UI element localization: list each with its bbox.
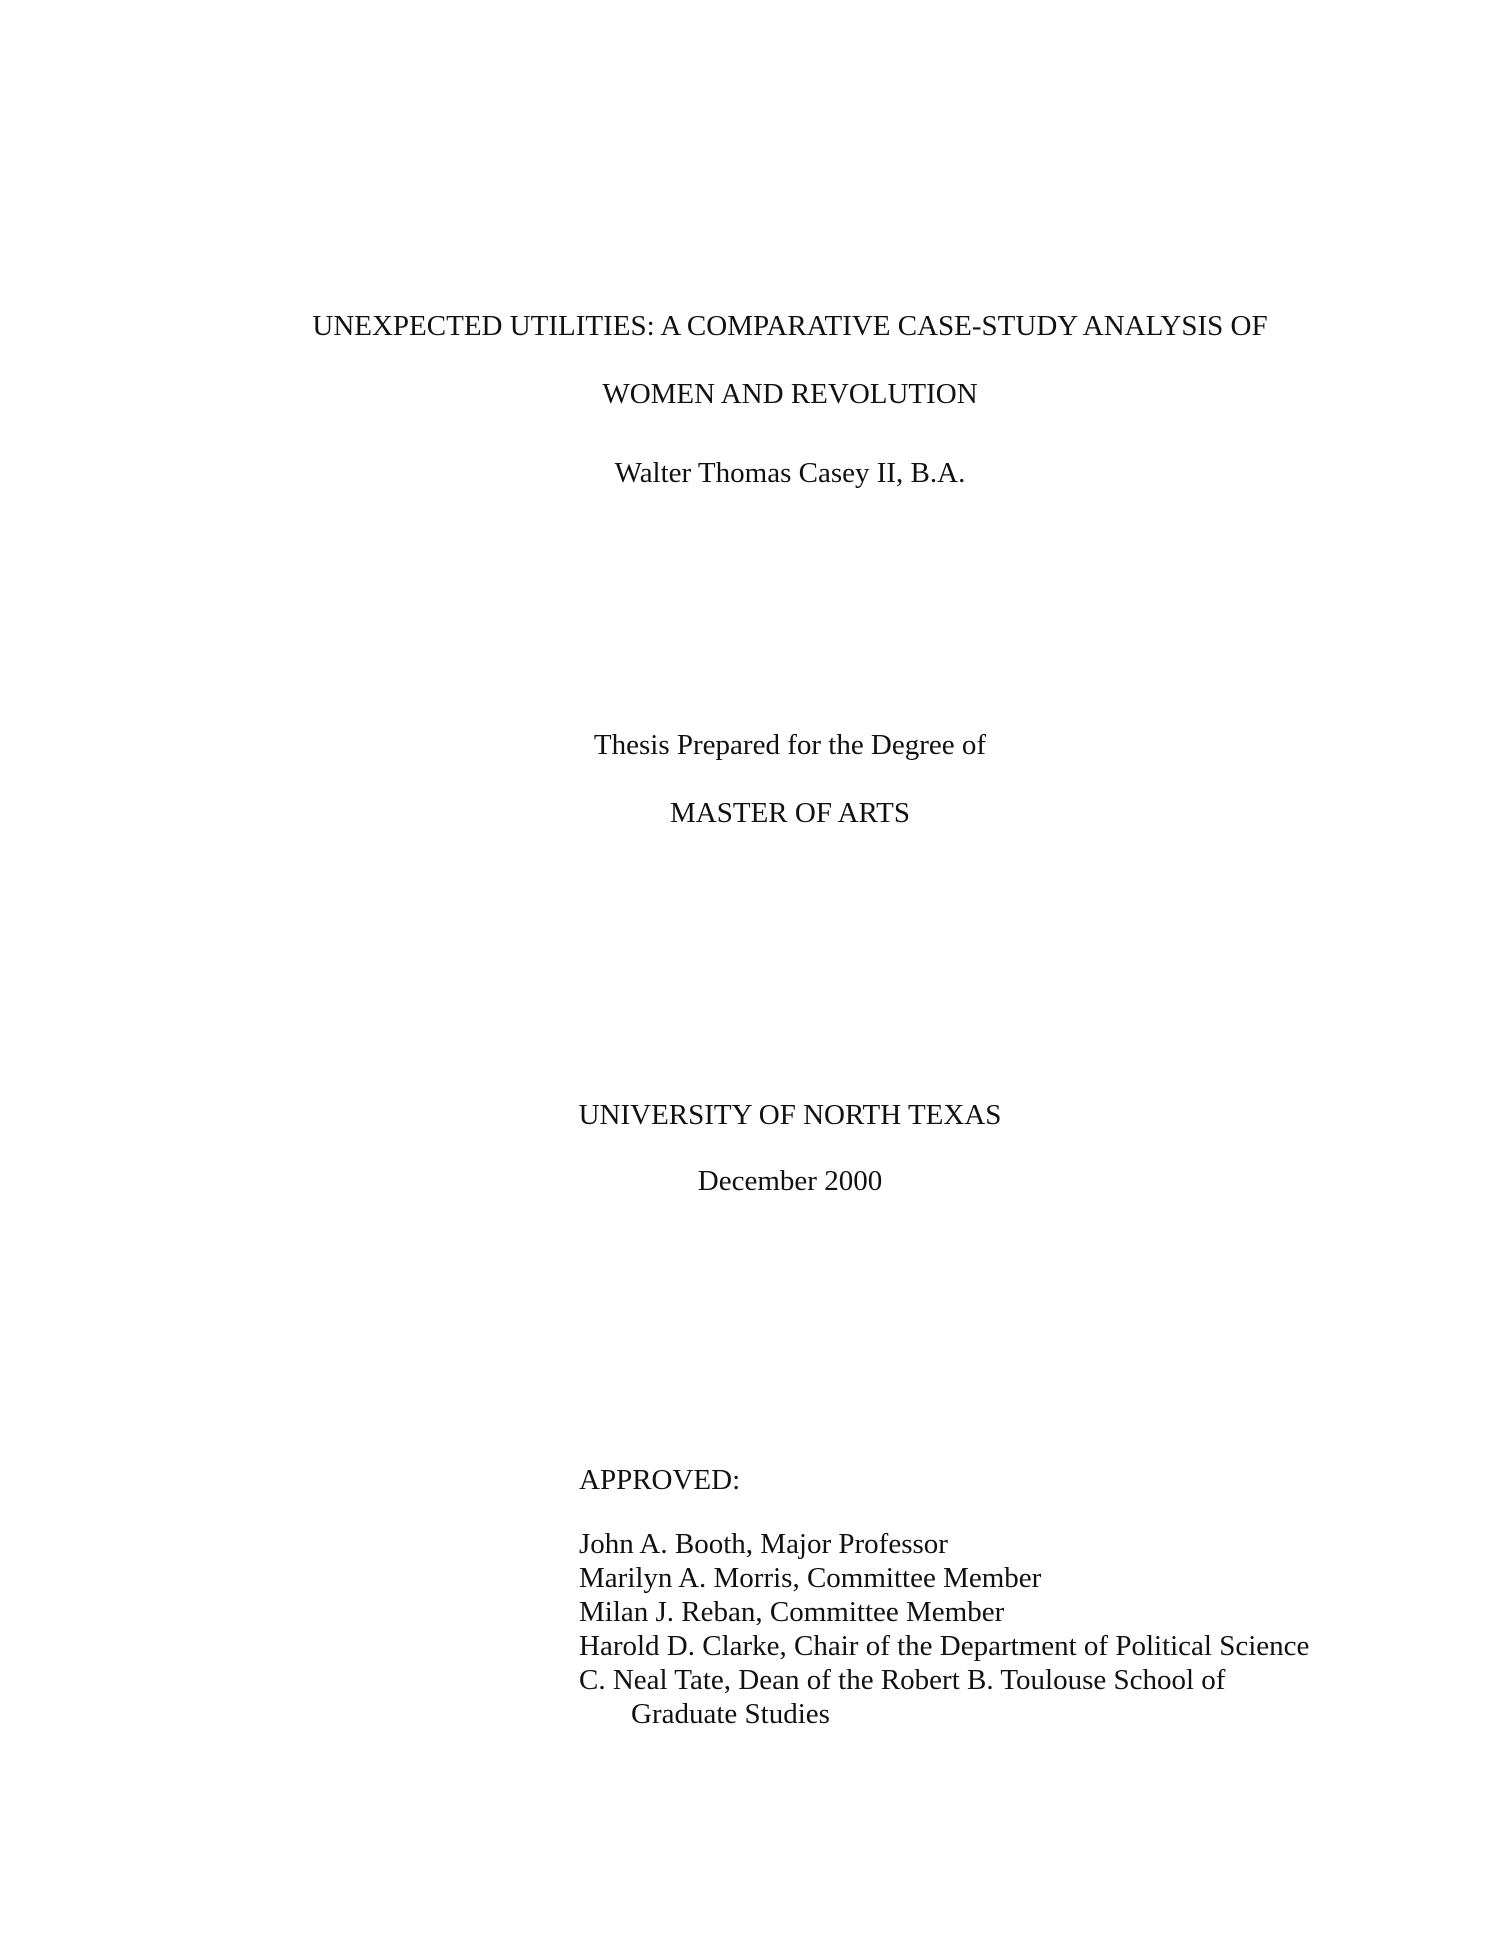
- committee-member-continuation: Graduate Studies: [631, 1698, 830, 1730]
- committee-member: Milan J. Reban, Committee Member: [579, 1596, 1005, 1628]
- committee-member: C. Neal Tate, Dean of the Robert B. Toulouse School of: [579, 1664, 1226, 1696]
- approved-heading: APPROVED:: [579, 1464, 741, 1496]
- degree-name: MASTER OF ARTS: [670, 797, 910, 829]
- title-line-1: UNEXPECTED UTILITIES: A COMPARATIVE CASE-STUDY ANALYSIS OF: [312, 310, 1268, 342]
- committee-member: John A. Booth, Major Professor: [579, 1528, 948, 1560]
- degree-statement: Thesis Prepared for the Degree of: [593, 729, 987, 761]
- university-name: UNIVERSITY OF NORTH TEXAS: [578, 1099, 1002, 1131]
- committee-member: Marilyn A. Morris, Committee Member: [579, 1562, 1042, 1594]
- committee-member: Harold D. Clarke, Chair of the Department of Political Science: [579, 1630, 1310, 1662]
- author-name: Walter Thomas Casey II, B.A.: [614, 457, 966, 489]
- approval-block: [579, 1463, 1479, 1731]
- committee-list: [579, 1527, 1479, 1731]
- submission-date: December 2000: [697, 1165, 883, 1197]
- title-line-2: WOMEN AND REVOLUTION: [602, 378, 978, 410]
